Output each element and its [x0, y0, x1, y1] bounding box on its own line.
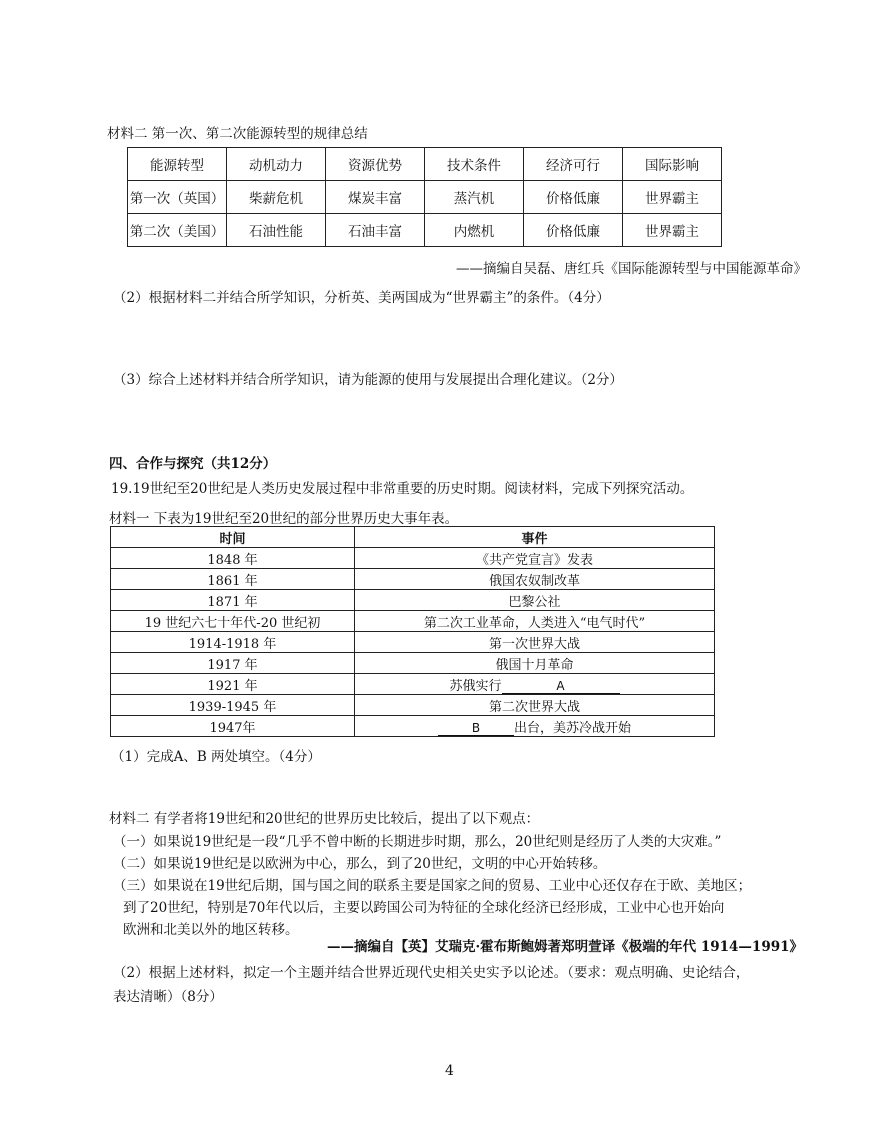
events-table-header [111, 527, 715, 548]
table-cell: 第二次（美国） [128, 214, 227, 247]
table-cell: 价格低廉 [524, 214, 623, 247]
table-header-cell: 技术条件 [425, 148, 524, 181]
energy-table-header [128, 148, 722, 181]
table-cell: 价格低廉 [524, 181, 623, 214]
table-row [111, 716, 715, 737]
event-prefix: 苏俄实行 [449, 678, 502, 694]
table-cell-time: 1947年 [111, 716, 355, 737]
table-cell-event: 俄国农奴制改革 [355, 569, 715, 590]
table-row [111, 632, 715, 653]
fill-blank-a[interactable]: A [502, 679, 620, 694]
table-cell-time: 1939-1945 年 [111, 695, 355, 716]
table-cell: 世界霸主 [623, 181, 722, 214]
table-cell-event: 第二次工业革命，人类进入“电气时代” [355, 611, 715, 632]
table-header-cell: 国际影响 [623, 148, 722, 181]
table-cell-event: 第一次世界大战 [355, 632, 715, 653]
table-cell: 石油丰富 [326, 214, 425, 247]
table-header-cell: 动机动力 [227, 148, 326, 181]
table-header-cell: 能源转型 [128, 148, 227, 181]
table-row [111, 569, 715, 590]
table-row [111, 674, 715, 695]
table-cell-event: 第二次世界大战 [355, 695, 715, 716]
table-cell-event [355, 674, 715, 695]
table-cell-time: 1921 年 [111, 674, 355, 695]
material2-title: 材料二 第一次、第二次能源转型的规律总结 [107, 126, 368, 142]
table-cell-time: 1917 年 [111, 653, 355, 674]
table-cell-event: 巴黎公社 [355, 590, 715, 611]
fill-blank-b[interactable]: B [438, 721, 514, 736]
table-row [128, 181, 722, 214]
table-row [111, 653, 715, 674]
table-cell-time: 1914-1918 年 [111, 632, 355, 653]
table-row [111, 695, 715, 716]
table-cell-time: 1871 年 [111, 590, 355, 611]
table-row [128, 214, 722, 247]
table-header-cell: 资源优势 [326, 148, 425, 181]
table-cell-time: 1848 年 [111, 548, 355, 569]
page-number: 4 [445, 1063, 454, 1079]
question-19-1: （1）完成A、B 两处填空。（4分） [111, 749, 321, 765]
events-table [110, 526, 715, 737]
table-cell-event: 俄国十月革命 [355, 653, 715, 674]
table-row [111, 611, 715, 632]
viewpoint-3-cont: 欧洲和北美以外的地区转移。 [123, 922, 299, 938]
question-19-2: （2）根据上述材料，拟定一个主题并结合世界近现代史相关史实予以论述。（要求：观点明确、史论结合， [113, 965, 750, 981]
table-row [111, 590, 715, 611]
source-citation-1: ——摘编自吴磊、唐红兵《国际能源转型与中国能源革命》 [456, 261, 807, 277]
question-19-2-cont: 表达清晰）（8分） [113, 989, 223, 1005]
table-cell-event [355, 716, 715, 737]
table-row [111, 548, 715, 569]
section-4-title: 四、合作与探究（共12分） [109, 456, 277, 472]
table-cell: 蒸汽机 [425, 181, 524, 214]
table-cell: 世界霸主 [623, 214, 722, 247]
viewpoint-3: （三）如果说在19世纪后期，国与国之间的联系主要是国家之间的贸易、工业中心还仅存在于欧、美地区； [113, 878, 752, 894]
table-cell-time: 19 世纪六七十年代-20 世纪初 [111, 611, 355, 632]
table-cell: 煤炭丰富 [326, 181, 425, 214]
table-cell-event: 《共产党宣言》发表 [355, 548, 715, 569]
viewpoint-3-cont: 到了20世纪，特别是70年代以后，主要以跨国公司为特征的全球化经济已经形成，工业中心也开始向 [123, 900, 725, 916]
energy-table [127, 147, 722, 247]
material1-title: 材料一 下表为19世纪至20世纪的部分世界历史大事年表。 [109, 511, 459, 527]
table-cell: 第一次（英国） [128, 181, 227, 214]
table-header-cell: 时间 [111, 527, 355, 548]
material2-intro: 材料二 有学者将19世纪和20世纪的世界历史比较后，提出了以下观点： [109, 811, 540, 827]
table-header-cell: 事件 [355, 527, 715, 548]
question-19: 19.19世纪至20世纪是人类历史发展过程中非常重要的历史时期。阅读材料，完成下列探究活动。 [111, 481, 694, 497]
question-3: （3）综合上述材料并结合所学知识，请为能源的使用与发展提出合理化建议。（2分） [113, 372, 623, 388]
table-header-cell: 经济可行 [524, 148, 623, 181]
table-cell-time: 1861 年 [111, 569, 355, 590]
table-cell: 柴薪危机 [227, 181, 326, 214]
source-citation-2: ——摘编自【英】艾瑞克·霍布斯鲍姆著郑明萱译《极端的年代 1914—1991》 [326, 939, 803, 955]
table-cell: 内燃机 [425, 214, 524, 247]
viewpoint-2: （二）如果说19世纪是以欧洲为中心，那么，到了20世纪，文明的中心开始转移。 [113, 856, 607, 872]
event-suffix: 出台，美苏冷战开始 [513, 720, 631, 736]
viewpoint-1: （一）如果说19世纪是一段“几乎不曾中断的长期进步时期，那么，20世纪则是经历了人类的大灾难。” [113, 834, 722, 850]
question-2: （2）根据材料二并结合所学知识，分析英、美两国成为“世界霸主”的条件。（4分） [113, 290, 610, 306]
table-cell: 石油性能 [227, 214, 326, 247]
